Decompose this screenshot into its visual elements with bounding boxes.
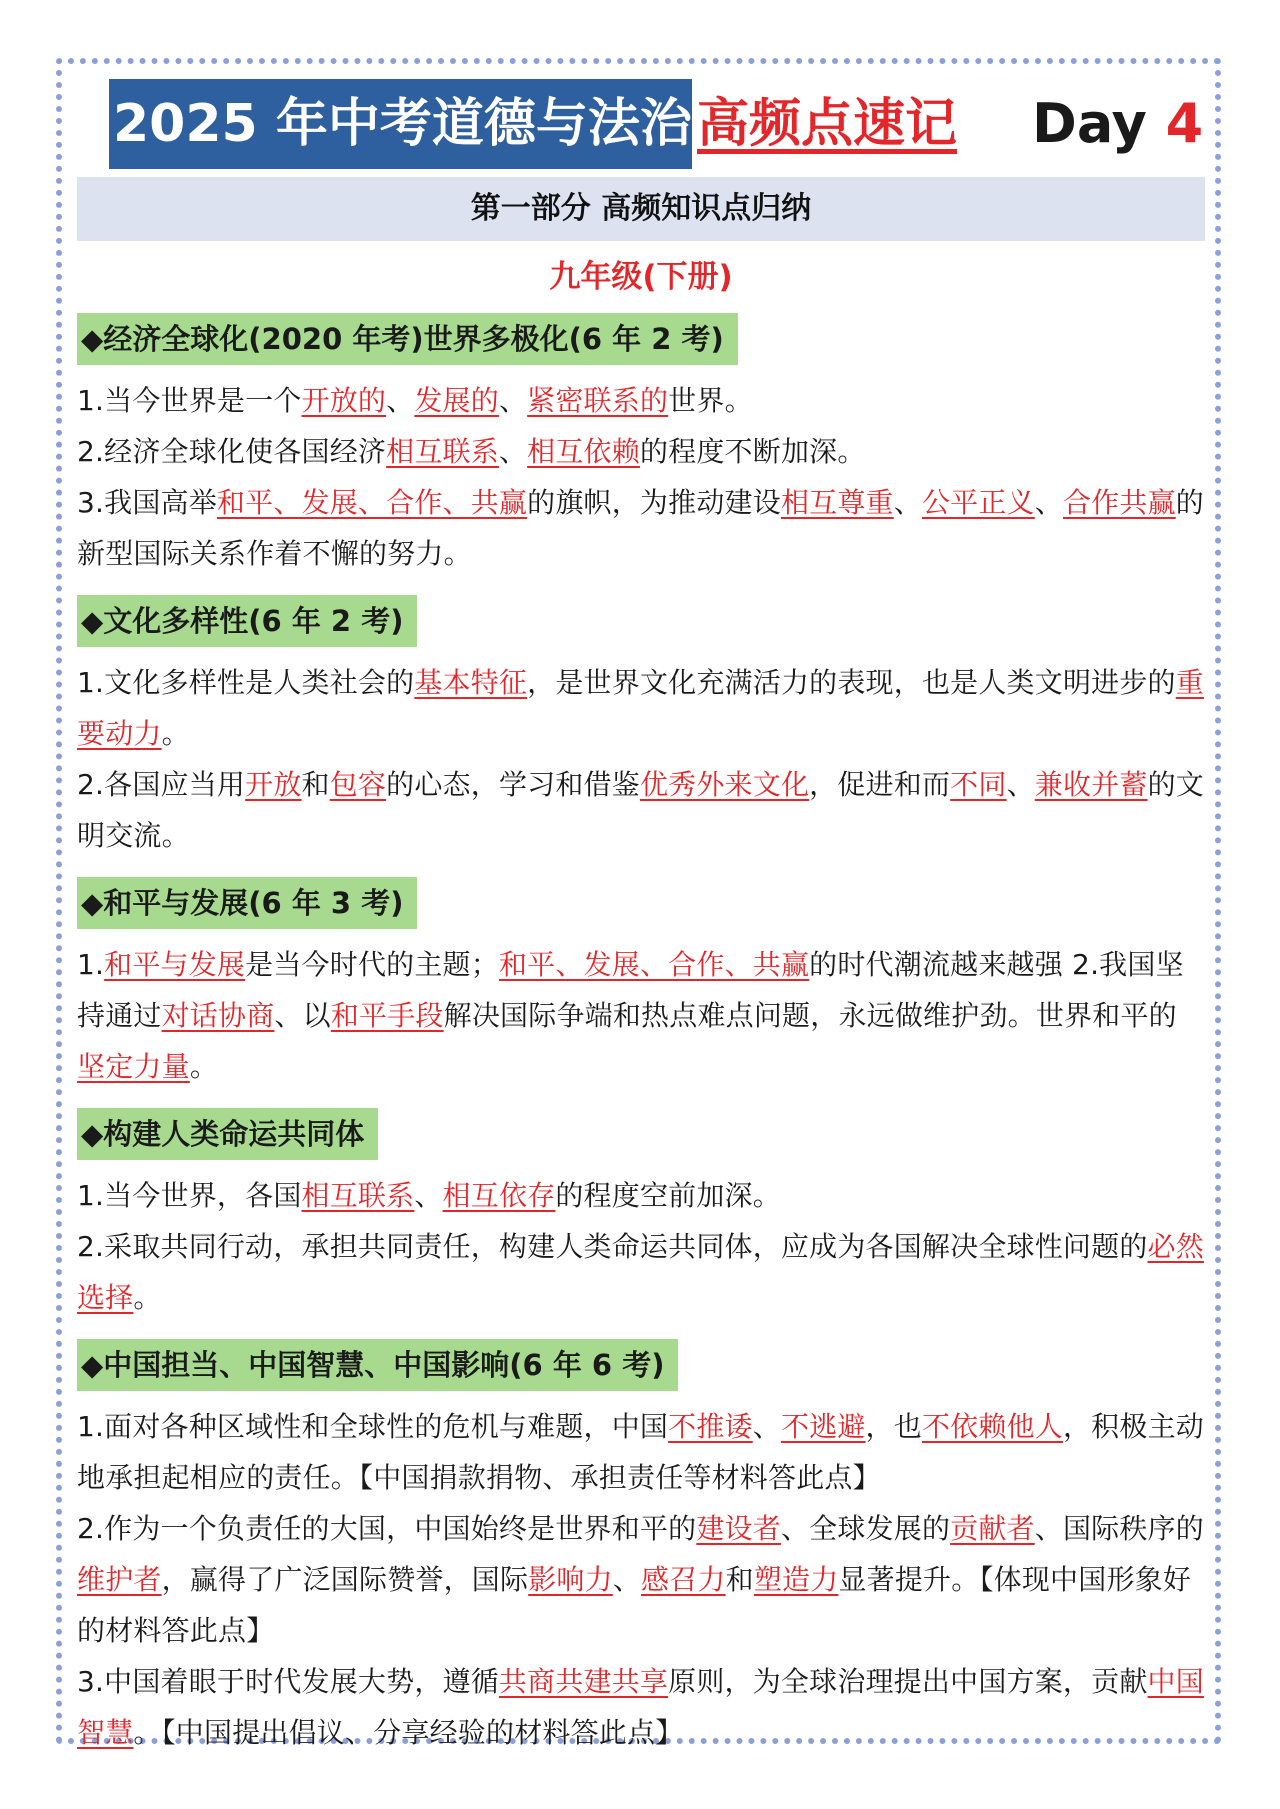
knowledge-point: [77, 759, 1205, 861]
text-run: 的程度空前加深。: [555, 1179, 781, 1212]
text-run: 2.经济全球化使各国经济: [77, 435, 387, 468]
knowledge-point: [77, 1656, 1205, 1758]
key-term: 基本特征: [414, 666, 528, 699]
title-main: 2025 年中考道德与法治: [109, 79, 692, 169]
text-run: 和: [301, 768, 330, 801]
key-term: 必然选择: [77, 1230, 1204, 1314]
key-term: 和平与发展: [104, 948, 246, 981]
key-term: 不同: [950, 768, 1007, 801]
knowledge-point: [77, 1221, 1205, 1323]
key-term: 影响力: [528, 1563, 613, 1596]
text-run: 的心态，学习和借鉴: [386, 768, 640, 801]
key-term: 包容: [329, 768, 387, 801]
text-run: 、: [1034, 486, 1063, 519]
text-run: 2.各国应当用: [77, 768, 246, 801]
text-run: 的时代潮流越来越强 2.我国坚持通过: [77, 948, 1184, 1032]
knowledge-point: [77, 426, 1205, 477]
section: [77, 303, 1205, 579]
key-term: 建设者: [696, 1512, 781, 1545]
text-run: 、以: [274, 999, 331, 1032]
key-term: 不逃避: [780, 1410, 866, 1443]
text-run: 1.文化多样性是人类社会的: [77, 666, 415, 699]
key-term: 公平正义: [921, 486, 1035, 519]
key-term: 不依赖他人: [921, 1410, 1063, 1443]
text-run: 原则，为全球治理提出中国方案，贡献: [668, 1665, 1148, 1698]
key-term: 合作共赢: [1062, 486, 1176, 519]
text-run: ，积极主动地承担起相应的责任。【中国捐款捐物、承担责任等材料答此点】: [77, 1410, 1204, 1494]
knowledge-point: [77, 477, 1205, 579]
grade-label: 九年级(下册): [549, 259, 733, 295]
key-term: 塑造力: [753, 1563, 839, 1596]
key-term: 相互尊重: [780, 486, 894, 519]
key-term: 对话协商: [161, 999, 275, 1032]
text-run: 、: [612, 1563, 642, 1596]
key-term: 开放: [245, 768, 302, 801]
text-run: 世界。: [668, 384, 753, 417]
key-term: 优秀外来文化: [639, 768, 810, 801]
text-run: 。: [189, 1050, 219, 1083]
text-run: 显著提升。【体现中国形象好的材料答此点】: [77, 1563, 1192, 1647]
text-run: 的新型国际关系作着不懈的努力。: [77, 486, 1204, 570]
text-run: 、: [498, 435, 528, 468]
text-run: 。【中国提出倡议、分享经验的材料答此点】: [133, 1716, 684, 1749]
day-label: Day: [1032, 92, 1147, 155]
key-term: 相互依赖: [527, 435, 640, 468]
text-run: 。: [133, 1281, 162, 1314]
key-term: 不推诿: [668, 1410, 753, 1443]
section: [77, 1329, 1205, 1758]
text-run: 、: [1006, 768, 1035, 801]
title-row: [77, 75, 1205, 173]
text-run: ，促进和而: [809, 768, 951, 801]
key-term: 感召力: [641, 1563, 726, 1596]
text-run: 2.采取共同行动，承担共同责任，构建人类命运共同体，应成为各国解决全球性问题的: [77, 1230, 1148, 1263]
text-run: 1.面对各种区域性和全球性的危机与难题，中国: [77, 1410, 669, 1443]
knowledge-point: [77, 939, 1205, 1092]
key-term: 贡献者: [950, 1512, 1035, 1545]
key-term: 维护者: [77, 1563, 162, 1596]
text-run: 3.中国着眼于时代发展大势，遵循: [77, 1665, 499, 1698]
key-term: 坚定力量: [77, 1050, 190, 1083]
text-run: 3.我国高举: [77, 486, 217, 519]
text-run: 2.作为一个负责任的大国，中国始终是世界和平的: [77, 1512, 697, 1545]
key-term: 兼收并蓄: [1034, 768, 1148, 801]
text-run: 、全球发展的: [780, 1512, 951, 1545]
key-term: 和平手段: [330, 999, 444, 1032]
key-term: 相互联系: [386, 435, 499, 468]
text-run: 、: [386, 384, 415, 417]
knowledge-point: [77, 375, 1205, 426]
knowledge-point: [77, 1170, 1205, 1221]
text-run: 、: [752, 1410, 781, 1443]
text-run: 、国际秩序的: [1034, 1512, 1204, 1545]
text-run: 是当今时代的主题；: [245, 948, 499, 981]
text-run: ，也: [865, 1410, 922, 1443]
text-run: 的程度不断加深。: [639, 435, 866, 468]
knowledge-point: [77, 1503, 1205, 1656]
key-term: 相互联系: [301, 1179, 415, 1212]
title-day: [1032, 79, 1203, 169]
section-heading: ◆经济全球化(2020 年考)世界多极化(6 年 2 考): [77, 313, 738, 365]
text-run: ，是世界文化充满活力的表现，也是人类文明进步的: [527, 666, 1176, 699]
key-term: 和平、发展、合作、共赢: [498, 948, 810, 981]
text-run: 、: [414, 1179, 443, 1212]
text-run: 1.当今世界，各国: [77, 1179, 302, 1212]
part-heading: 第一部分 高频知识点归纳: [77, 177, 1205, 241]
sections-container: [77, 303, 1205, 1758]
section: [77, 1098, 1205, 1323]
section-heading: ◆和平与发展(6 年 3 考): [77, 877, 417, 929]
section-heading: ◆中国担当、中国智慧、中国影响(6 年 6 考): [77, 1339, 678, 1391]
text-run: 。: [161, 717, 190, 750]
text-run: 、: [498, 384, 528, 417]
section: [77, 585, 1205, 861]
key-term: 相互依存: [442, 1179, 556, 1212]
section-heading: ◆文化多样性(6 年 2 考): [77, 595, 417, 647]
knowledge-point: [77, 1401, 1205, 1503]
key-term: 发展的: [414, 384, 499, 417]
key-term: 重要动力: [77, 666, 1204, 750]
text-run: 的文明交流。: [77, 768, 1204, 852]
key-term: 和平、发展、合作、共赢: [216, 486, 528, 519]
text-run: 1.: [77, 948, 105, 981]
text-run: 1.当今世界是一个: [77, 384, 302, 417]
text-run: ，赢得了广泛国际赞誉，国际: [161, 1563, 529, 1596]
text-run: 和: [725, 1563, 754, 1596]
key-term: 紧密联系的: [527, 384, 669, 417]
page-content: [77, 75, 1205, 1764]
key-term: 中国智慧: [77, 1665, 1204, 1749]
text-run: 、: [893, 486, 922, 519]
key-term: 共商共建共享: [498, 1665, 669, 1698]
day-number: 4: [1165, 92, 1204, 155]
knowledge-point: [77, 657, 1205, 759]
section: [77, 867, 1205, 1092]
key-term: 开放的: [301, 384, 387, 417]
text-run: 的旗帜，为推动建设: [527, 486, 781, 519]
text-run: 解决国际争端和热点难点问题，永远做维护劲。世界和平的: [443, 999, 1177, 1032]
title-highlight: 高频点速记: [697, 94, 958, 154]
section-heading: ◆构建人类命运共同体: [77, 1108, 378, 1160]
